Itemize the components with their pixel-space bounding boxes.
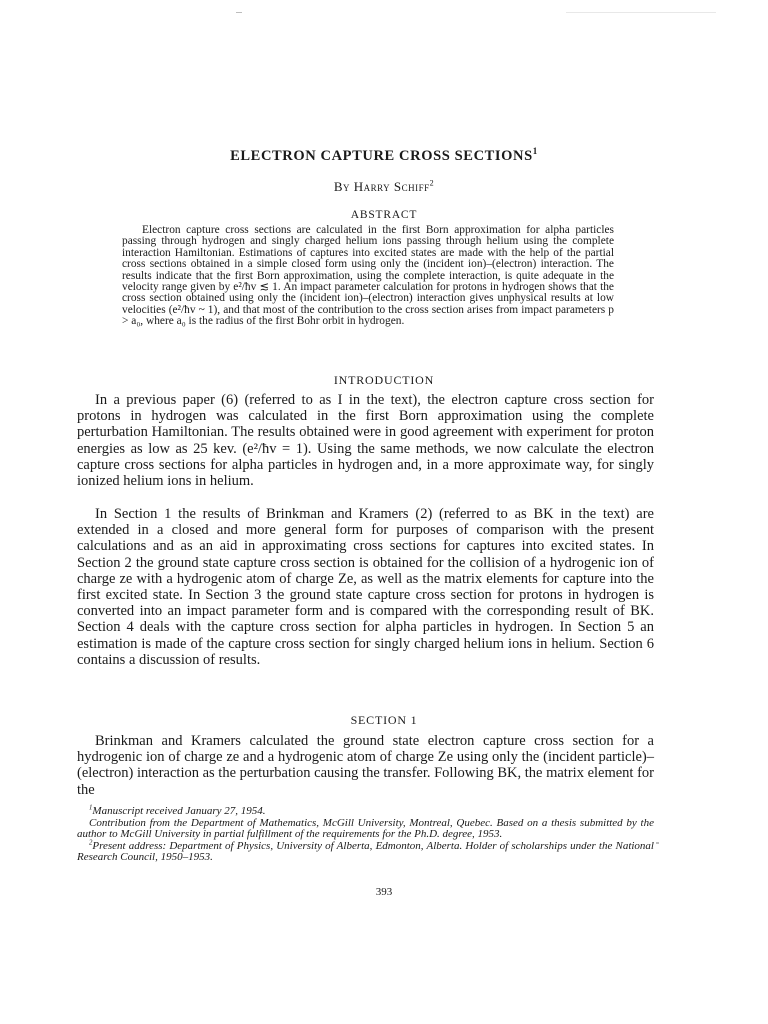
footnote-text: Contribution from the Department of Mathematics, McGill University, Montreal, Quebec. Based on a thesis submitted by the author to McGill University in partial fulfillment of the requirements for the Ph.D. degree, 1953. [77,816,654,841]
scan-speck [566,12,716,13]
footnotes [77,806,654,864]
title-text: ELECTRON CAPTURE CROSS SECTIONS [230,148,533,164]
author-line [0,179,768,195]
abstract-body: Electron capture cross sections are calculated in the first Born approximation for alpha particles passing through hydrogen and singly charged helium ions passing through helium using the complete interaction Hamiltonian. Estimations of captures into excited states are made with the help of the partial cross sections obtained in a simple closed form using only the (incident ion)–(electron) interaction. The results indicate that the first Born approximation, using the complete interaction, is quite adequate in the velocity range given by e²/ħv ≲ 1. An impact parameter calculation for protons in hydrogen shows that the cross section obtained using only the (incident ion)–(electron) interaction gives unphysical results at low velocities (e²/ħv ~ 1), and that most of the contribution to the cross section arises from impact parameters p > a₀, where a₀ is the radius of the first Bohr orbit in hydrogen. [122,224,614,328]
scan-speck [236,12,242,13]
scan-speck [656,842,659,844]
author-name: By Harry Schiff [333,179,430,194]
footnote-mark: 1 [89,804,93,812]
footnote-mark: 2 [89,839,93,847]
introduction-paragraph-2: In Section 1 the results of Brinkman and Kramers (2) (referred to as BK in the text) are extended in a closed and more general form for purposes of comparison with the present calculations and as an aid in approximating cross sections for captures into excited states. In Section 2 the ground state capture cross section is obtained for the collision of a hydrogenic ion of charge ze with a hydrogenic atom of charge Ze, as well as the matrix elements for capture into the first excited state. In Section 3 the ground state capture cross section for protons in hydrogen is converted into an impact parameter form and is compared with the corresponding result of BK. Section 4 deals with the capture cross section for alpha particles in hydrogen. In Section 5 an estimation is made of the capture cross section for singly charged helium ions in helium. Section 6 contains a discussion of results. [77,506,654,668]
introduction-heading: INTRODUCTION [333,373,435,387]
author-footnote-mark: 2 [429,178,435,188]
footnote-contribution [77,818,654,841]
footnote-text: Manuscript received January 27, 1954. [92,805,266,817]
footnote-2 [77,841,654,864]
footnote-text: Present address: Department of Physics, University of Alberta, Edmonton, Alberta. Holder of scholarships under the National Research Council, 1950–1953. [77,839,654,864]
section-1-heading: SECTION 1 [350,713,418,727]
page-number: 393 [375,886,393,898]
paper-title [0,148,768,165]
section-1-paragraph: Brinkman and Kramers calculated the ground state electron capture cross section for a hydrogenic ion of charge ze and a hydrogenic atom of charge Ze using only the (incident particle)–(electron) interaction as the perturbation causing the transfer. Following BK, the matrix element for the [77,733,654,798]
abstract-heading: ABSTRACT [350,209,418,221]
title-footnote-mark: 1 [532,146,538,157]
introduction-paragraph-1: In a previous paper (6) (referred to as I in the text), the electron capture cross section for protons in hydrogen was calculated in the first Born approximation using the complete perturbation Hamiltonian. The results obtained were in good agreement with experiment for proton energies as low as 25 kev. (e²/ħv = 1). Using the same methods, we now calculate the electron capture cross sections for alpha particles in hydrogen and, in a more approximate way, for singly ionized helium ions in helium. [77,392,654,490]
